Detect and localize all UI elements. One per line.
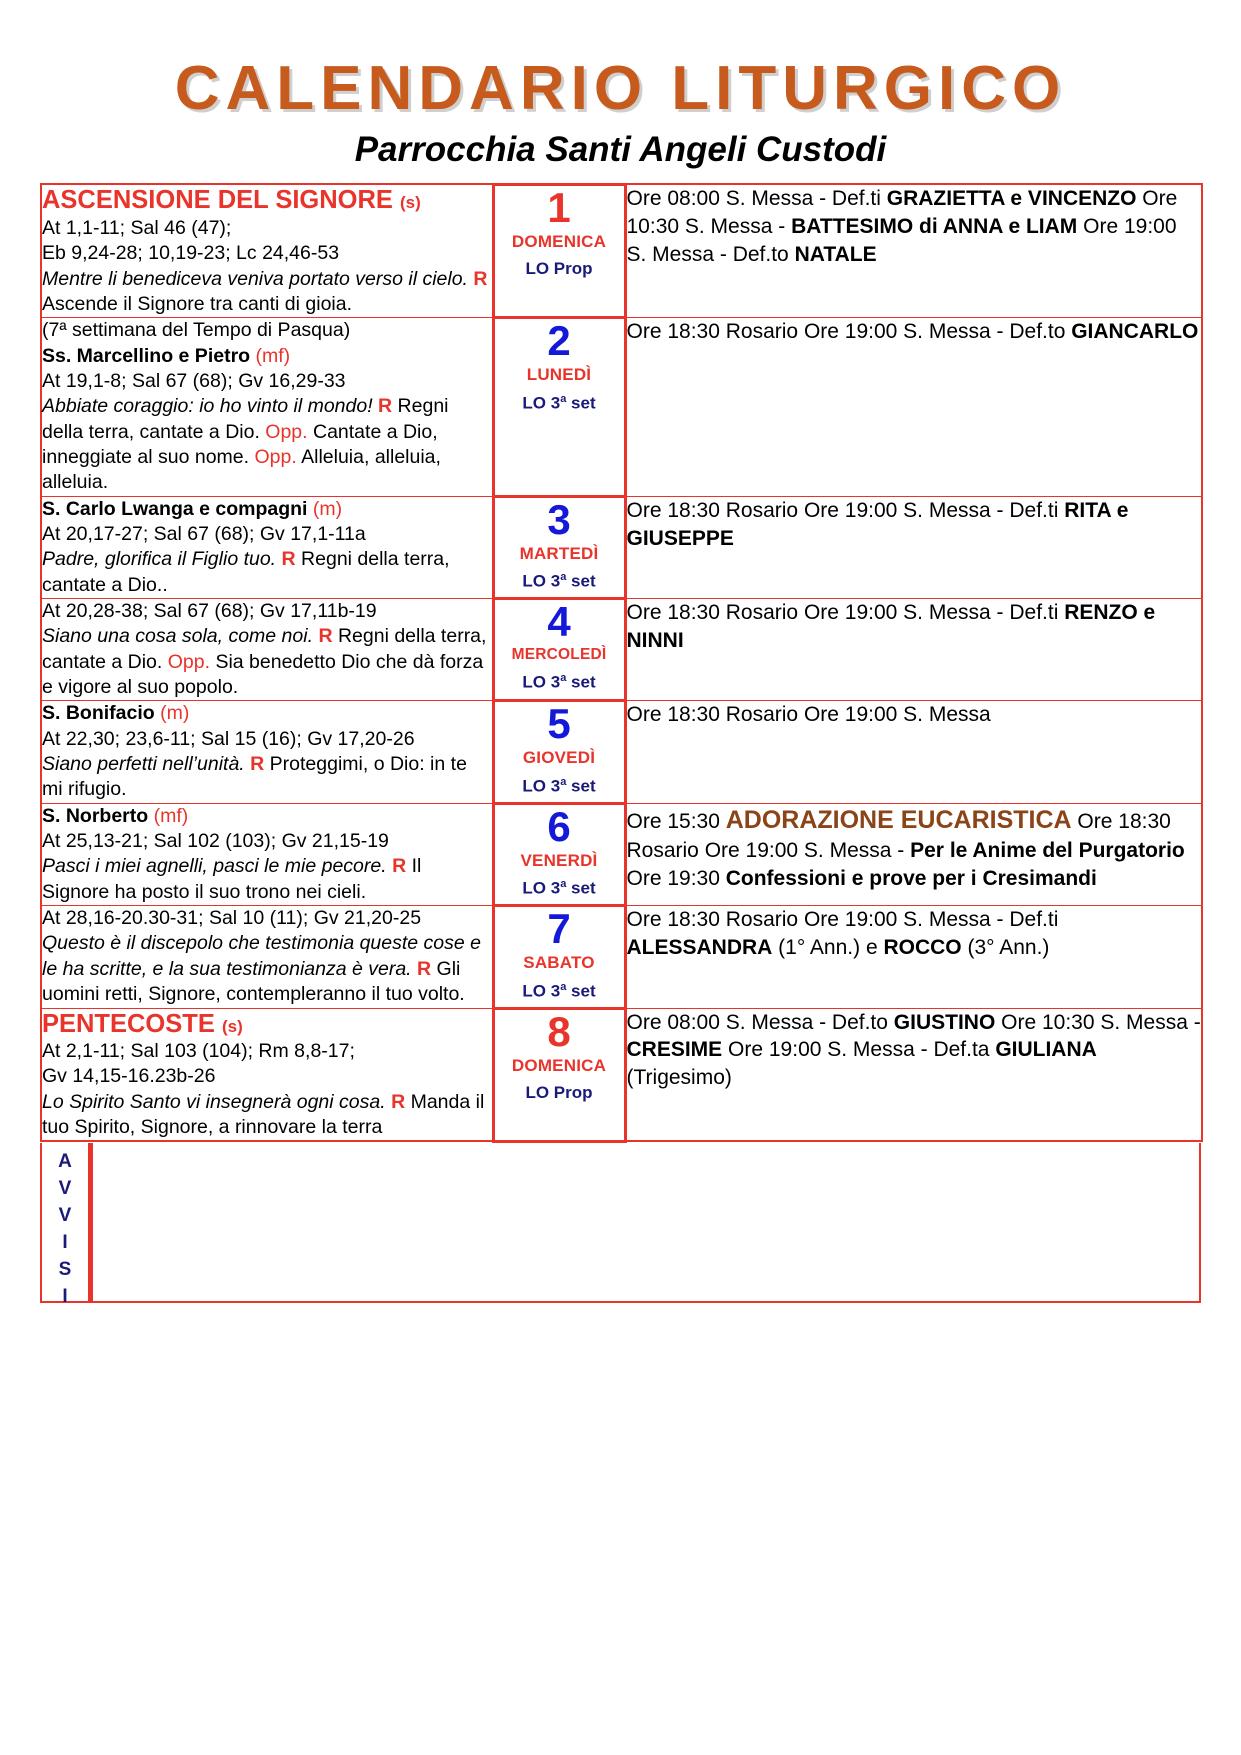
day-description-cell (41, 701, 493, 803)
day-name: DOMENICA (511, 231, 607, 251)
scripture-readings: At 2,1-11; Sal 103 (104); Rm 8,8-17; (42, 1040, 355, 1063)
day-name: SABATO (523, 953, 595, 973)
antiphon-responsory: Padre, glorifica il Figlio tuo. R Regni della terra, cantate a Dio.. (42, 548, 450, 596)
day-name: MERCOLEDÌ (511, 646, 607, 664)
liturgy-of-hours-label: LO Prop (525, 1082, 593, 1102)
avvisi-letter: V (58, 1204, 72, 1226)
scripture-readings: At 20,17-27; Sal 67 (68); Gv 17,1-11a (42, 522, 366, 545)
day-description-cell (41, 184, 493, 317)
avvisi-body[interactable] (93, 1143, 1199, 1301)
scripture-readings: At 19,1-8; Sal 67 (68); Gv 16,29-33 (42, 369, 346, 392)
avvisi-letter: A (58, 1150, 72, 1172)
event-entry: Ore 19:00 S. Messa - Def.to GIANCARLO (803, 320, 1199, 344)
event-entry: Ore 10:30 S. Messa - BATTESIMO di ANNA e LIAM (626, 187, 1178, 239)
event-entry: Ore 19:00 S. Messa - Def.ti RENZO e NINNI (626, 601, 1156, 652)
masthead (40, 0, 1201, 169)
table-row (41, 906, 1202, 1008)
scripture-readings: Gv 14,15-16.23b-26 (42, 1065, 216, 1088)
avvisi-letter: I (62, 1285, 68, 1307)
day-schedule-cell (625, 1008, 1202, 1141)
day-description-cell (41, 803, 493, 905)
scripture-readings: At 28,16-20.30-31; Sal 10 (11); Gv 21,20-25 (42, 907, 422, 930)
liturgy-of-hours-label: LO 3$^a$ set (522, 671, 596, 692)
table-row (41, 701, 1202, 803)
scripture-readings: Eb 9,24-28; 10,19-23; Lc 24,46-53 (42, 242, 340, 265)
event-entry: Ore 18:30 Rosario (626, 601, 804, 624)
event-entry: Ore 10:30 S. Messa - CRESIME (626, 1010, 1201, 1062)
saint-name: S. Carlo Lwanga e compagni (m) (42, 497, 343, 520)
day-marker-cell (493, 184, 625, 317)
scripture-readings: At 20,28-38; Sal 67 (68); Gv 17,11b-19 (42, 600, 377, 622)
event-entry: Ore 19:30 Confessioni e prove per i Cresimandi (626, 866, 1097, 890)
antiphon-responsory: Abbiate coraggio: io ho vinto il mondo! R Regni della terra, cantate a Dio. Opp. Cantate a Dio, inneggiate al suo nome. Opp. Alleluia, alleluia, alleluia. (42, 395, 449, 494)
liturgy-of-hours-label: LO 3$^a$ set (522, 775, 596, 796)
event-entry: Ore 19:00 S. Messa - Def.to NATALE (626, 215, 1177, 267)
liturgy-of-hours-label: LO 3$^a$ set (522, 571, 596, 591)
day-marker-cell (493, 318, 625, 496)
day-marker-cell (493, 906, 625, 1008)
day-schedule-cell (625, 496, 1202, 598)
day-name: MARTEDÌ (519, 543, 599, 563)
event-entry: Ore 19:00 S. Messa - Def.ta GIULIANA (Trigesimo) (626, 1038, 1097, 1090)
liturgy-of-hours-label: LO 3$^a$ set (522, 980, 596, 1001)
event-entry: Ore 18:30 Rosario (626, 320, 804, 344)
day-name: LUNEDÌ (526, 365, 592, 385)
antiphon-responsory: Pasci i miei agnelli, pasci le mie pecore. R Il Signore ha posto il suo trono nei cieli. (42, 855, 422, 903)
avvisi-letter: V (58, 1177, 72, 1199)
event-entry: Ore 19:00 S. Messa - Def.ti RITA e GIUSEPPE (626, 498, 1129, 550)
saint-name: S. Norberto (mf) (42, 804, 189, 827)
antiphon-responsory: Siano una cosa sola, come noi. R Regni della terra, cantate a Dio. Opp. Sia benedetto Dio che dà forza e vigore al suo popolo. (42, 625, 487, 699)
event-entry: Ore 15:30 ADORAZIONE EUCARISTICA (626, 805, 1072, 834)
day-number: 1 (547, 183, 571, 231)
day-marker-cell (493, 803, 625, 905)
table-row (41, 318, 1202, 496)
event-entry: Ore 18:30 Rosario (626, 703, 804, 727)
day-name: DOMENICA (511, 1055, 607, 1075)
feast-title: ASCENSIONE DEL SIGNORE (s) (42, 186, 421, 215)
season-note: (7ª settimana del Tempo di Pasqua) (42, 319, 351, 342)
event-entry: Ore 19:00 S. Messa (803, 703, 991, 727)
page-title: CALENDARIO LITURGICO (174, 54, 1067, 123)
day-description-cell (41, 599, 493, 701)
event-entry: Ore 08:00 S. Messa - Def.ti GRAZIETTA e VINCENZO (626, 187, 1137, 211)
liturgy-of-hours-label: LO 3$^a$ set (522, 392, 596, 413)
day-number: 2 (547, 317, 571, 365)
day-marker-cell (493, 496, 625, 598)
table-row (41, 803, 1202, 905)
table-row (41, 599, 1202, 701)
day-number: 8 (547, 1007, 571, 1055)
antiphon-responsory: Lo Spirito Santo vi insegnerà ogni cosa. R Manda il tuo Spirito, Signore, a rinnovare la terra (42, 1090, 485, 1139)
day-marker-cell (493, 1008, 625, 1141)
liturgy-of-hours-label: LO 3$^a$ set (522, 878, 596, 898)
scripture-readings: At 25,13-21; Sal 102 (103); Gv 21,15-19 (42, 830, 389, 853)
event-entry: Ore 19:00 S. Messa - Per le Anime del Purgatorio (704, 839, 1185, 862)
event-entry: Ore 18:30 Rosario (626, 809, 1171, 862)
parish-subtitle: Parrocchia Santi Angeli Custodi (354, 130, 887, 169)
day-schedule-cell (625, 803, 1202, 905)
day-number: 3 (547, 495, 571, 543)
feast-title: PENTECOSTE (s) (42, 1009, 243, 1038)
avvisi-section (40, 1143, 1201, 1307)
day-marker-cell (493, 599, 625, 701)
calendar-table (40, 183, 1203, 1143)
day-schedule-cell (625, 184, 1202, 317)
table-row (41, 1008, 1202, 1141)
liturgy-of-hours-label: LO Prop (525, 259, 593, 279)
saint-name: S. Bonifacio (m) (42, 702, 190, 725)
day-description-cell (41, 496, 493, 598)
day-number: 5 (547, 700, 571, 748)
event-entry: Ore 19:00 S. Messa - Def.ti ALESSANDRA (1° Ann.) e ROCCO (3° Ann.) (626, 908, 1059, 960)
day-number: 4 (547, 598, 571, 645)
scripture-readings: At 22,30; 23,6-11; Sal 15 (16); Gv 17,20-26 (42, 727, 415, 750)
avvisi-letter: I (62, 1231, 68, 1253)
antiphon-responsory: Siano perfetti nell’unità. R Proteggimi, o Dio: in te mi rifugio. (42, 753, 467, 801)
avvisi-letter: S (58, 1258, 72, 1280)
day-number: 7 (547, 905, 571, 953)
day-number: 6 (547, 802, 571, 850)
day-schedule-cell (625, 701, 1202, 803)
event-entry: Ore 18:30 Rosario (626, 908, 804, 932)
table-row (41, 496, 1202, 598)
antiphon-responsory: Questo è il discepolo che testimonia queste cose e le ha scritte, e la sua testimonianza è vera. R Gli uomini retti, Signore, contempleranno il tuo volto. (42, 932, 482, 1006)
day-name: GIOVEDÌ (522, 748, 596, 768)
antiphon-responsory: Mentre li benediceva veniva portato verso il cielo. R Ascende il Signore tra canti di gioia. (42, 267, 488, 315)
saint-name: Ss. Marcellino e Pietro (mf) (42, 344, 291, 367)
day-marker-cell (493, 701, 625, 803)
day-description-cell (41, 906, 493, 1008)
avvisi-label (42, 1143, 93, 1307)
day-description-cell (41, 1008, 493, 1141)
day-schedule-cell (625, 599, 1202, 701)
day-description-cell (41, 318, 493, 496)
scripture-readings: At 1,1-11; Sal 46 (47); (42, 216, 232, 239)
day-schedule-cell (625, 906, 1202, 1008)
table-row (41, 184, 1202, 317)
day-name: VENERDÌ (520, 850, 598, 870)
event-entry: Ore 08:00 S. Messa - Def.to GIUSTINO (626, 1010, 996, 1034)
day-schedule-cell (625, 318, 1202, 496)
event-entry: Ore 18:30 Rosario (626, 498, 804, 522)
